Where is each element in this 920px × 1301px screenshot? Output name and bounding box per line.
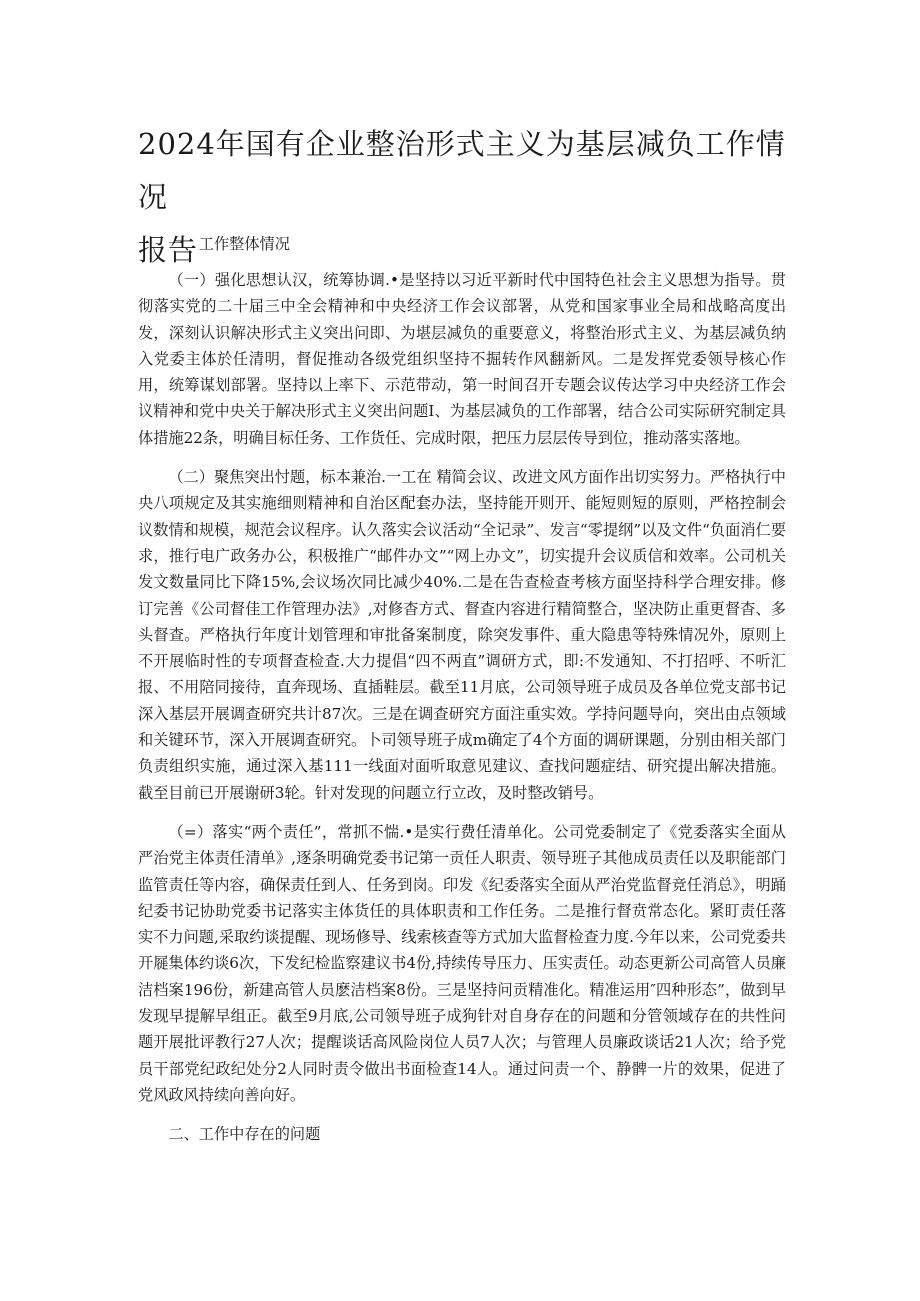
title-line-2: 报告	[138, 233, 199, 267]
paragraph-1: （一）强化思想认汉，统筹协调.•是坚持以习近平新时代中国特色社会主义思想为指导。贯彻落实党的二十届三中全会精神和中央经济工作会议部署，从党和国家事业全局和战略高度出发，深刻认识解决形式主义突出问即、为堪层减负的重要意义，将整治形式主义、为基层减负纳入党委主体於任清明，督促推动各级党组织坚持不掘转作风翻新风。二是发挥党委领导核心作用，统筹谋划部署。坚持以上率下、示范带动，第一时间召开专题会议传达学习中央经济工作会议精神和党中央关于解决形式主义突出问题I、为基层减负的工作部署，结合公司实际研究制定具体措施22条，明确目标任务、工作货任、完成时限，把压力层层传导到位，推动落实落地。	[138, 271, 786, 447]
title-line-1: 2024年国有企业整治形式主义为基层减负工作情况	[138, 127, 786, 214]
section-heading-1: 一、工作整体情况	[168, 235, 290, 253]
section-heading-2: 二、工作中存在的问题	[168, 1125, 321, 1144]
paragraph-3: （=）落实“两个责任”，常抓不惴.•是实行费任清单化。公司党委制定了《党委落实全面从严治党主体责任清单》,逐条明确党委书记第一贡任人职责、领导班子其他成员责任以及职能部门监管责任等内容，确保责任到人、任务到岗。印发《纪委落实全面从严治党监督竞任消总》，明踊纪委书记协助党委书记落实主体货任的具体职责和工作任务。二是推行督贲常态化。紧盯责任落实不力问题,采取约谈提醒、现场修导、线索核查等方式加大监督检查力度.今年以来，公司党委共开屣集体约谈6次，下发纪检监察建议书4份,持续传导压力、压实责任。动态更新公司高管人员廉洁档案196份，新建高管人员麽洁档案8份。三是坚持问贡精准化。精准运用″四种形态”，做到早发现早提解早组正。截至9月底,公司领导班子成狗针对自身存在的问题和分管领域存在的共性问题开展批评教行27人次；提醒谈话高风险岗位人员7人次；与管理人员廉政谈话21人次；给予党员干部党纪政纪处分2人同时责令做出书面检查14人。通过问责一个、静髀一片的效果，促进了党风政风持续向善向好。	[138, 822, 786, 1104]
paragraph-2: （二）聚焦突出忖题，标本兼治.一工在 精简会议、改进文风方面作出切实努力。严格执行中央八项规定及其实施细则精神和自治区配套办法，坚持能开则开、能短则短的原则，严格控制会议数情和规模，规范会议程序。认久落实会议活动“全记录”、发言“零提纲”以及文件“负面消仁要求，推行电广政务办公，积极推广“邮件办文”“网上办文”，切实提升会议质信和效率。公司机关发文数量同比下降15%,会议场次同比减少40%.二是在告查检查考核方面坚持科学合理安排。修订完善《公司督佳工作管理办法》,对修杳方式、督查内容进行精简整合，坚决防止重更督杳、多头督查。严格执行年度计划管理和审批备案制度，除突发事件、重大隐患等特殊情况外，原则上不开展临时性的专项督查检查.大力提倡“四不两直”调研方式，即:不发通知、不打招呼、不听汇报、不用陪同接待，直奔现场、直插鞋层。截至11月底，公司领导班子成员及各单位党支部书记深入基层开展调查研究共计87次。三是在调查研究方面注重实效。学持问题导向，突出由点领域和关键环节，深入开展调查研究。卜司领导班子成m确定了4个方面的调研课题，分别由相关部门负责组织实施，通过深入基111一线面对面听取意见建议、查找问题症结、研究提出解决措施。截至目前已开展谢研3轮。针对发现的问题立行立改，及时整改销号。	[138, 468, 786, 802]
document-body	[138, 231, 786, 1147]
